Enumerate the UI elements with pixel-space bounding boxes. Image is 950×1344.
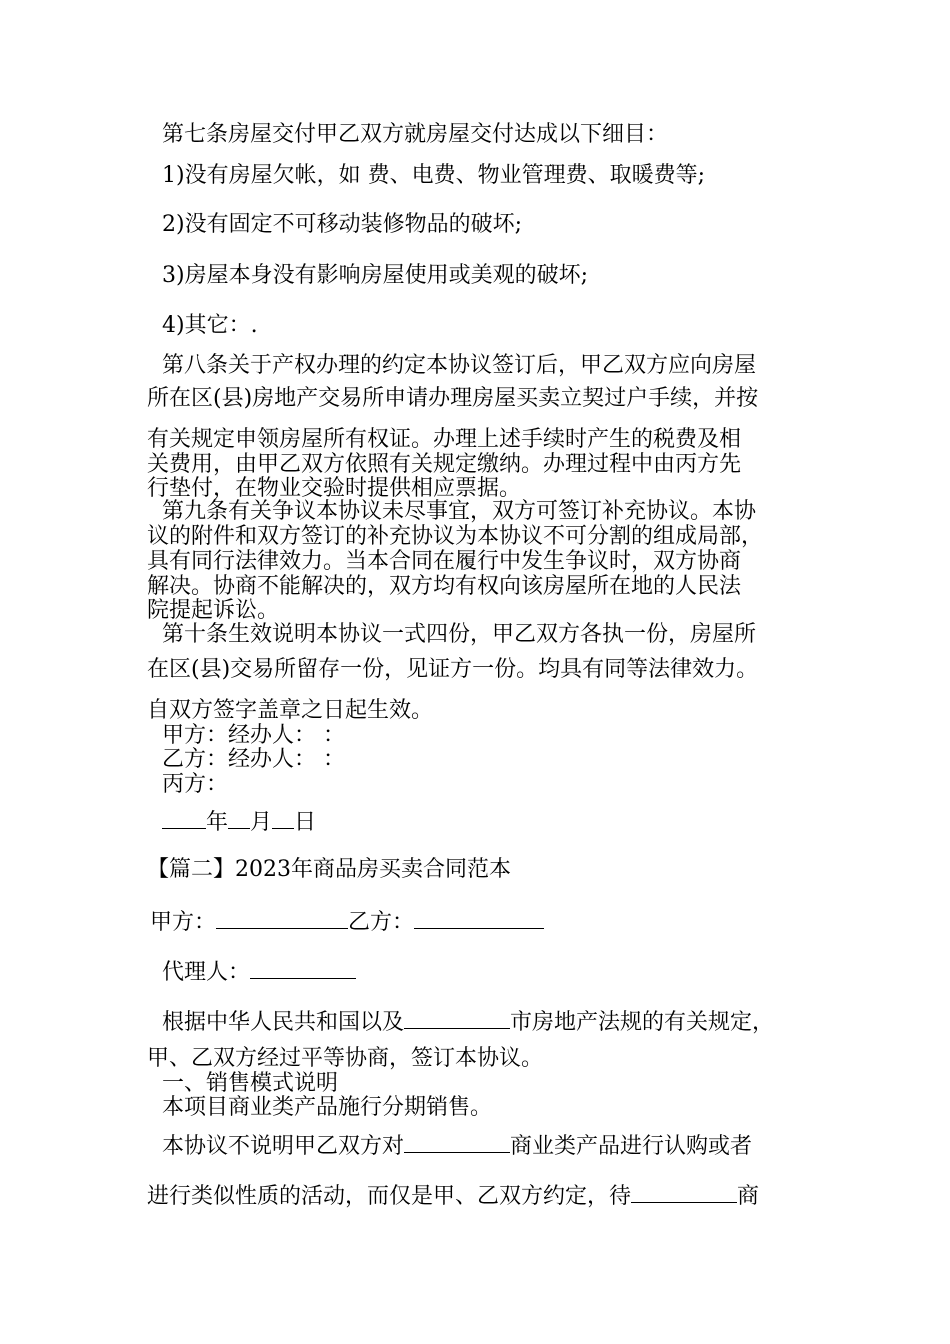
article-7-title: 第七条房屋交付甲乙双方就房屋交付达成以下细目： bbox=[162, 122, 669, 147]
signature-party-c: 丙方： bbox=[162, 772, 229, 797]
article-8-line-4: 关费用，由甲乙双方依照有关规定缴纳。办理过程中由丙方先 bbox=[147, 452, 742, 477]
article-7-item-1: 1)没有房屋欠帐，如 费、电费、物业管理费、取暖费等; bbox=[162, 163, 705, 188]
month-blank[interactable] bbox=[228, 806, 250, 829]
signature-date: 年 月 日 bbox=[162, 806, 316, 836]
agent-blank[interactable] bbox=[250, 956, 356, 979]
day-blank[interactable] bbox=[272, 806, 294, 829]
article-7-item-2: 2)没有固定不可移动装修物品的破坏; bbox=[162, 212, 522, 237]
intro-line-2: 甲、乙双方经过平等协商，签订本协议。 bbox=[147, 1046, 544, 1071]
parties-line: 甲方： 乙方： bbox=[150, 906, 544, 936]
section-1-title: 一、销售模式说明 bbox=[162, 1071, 339, 1096]
article-10-line-2: 在区(县)交易所留存一份，见证方一份。均具有同等法律效力。 bbox=[147, 657, 759, 682]
article-9-line-1: 第九条有关争议本协议未尽事宜，双方可签订补充协议。本协 bbox=[162, 499, 757, 524]
article-8-line-1: 第八条关于产权办理的约定本协议签订后，甲乙双方应向房屋 bbox=[162, 353, 757, 378]
paragraph-line-1: 本协议不说明甲乙双方对 商业类产品进行认购或者 bbox=[162, 1130, 752, 1160]
article-8-line-2: 所在区(县)房地产交易所申请办理房屋买卖立契过户手续，并按 bbox=[147, 386, 759, 411]
project-blank-1[interactable] bbox=[404, 1130, 510, 1153]
article-10-line-1: 第十条生效说明本协议一式四份，甲乙双方各执一份，房屋所 bbox=[162, 622, 757, 647]
signature-party-a: 甲方：经办人： ： bbox=[162, 723, 345, 748]
signature-party-b: 乙方：经办人： ： bbox=[162, 747, 345, 772]
article-8-line-3: 有关规定申领房屋所有权证。办理上述手续时产生的税费及相 bbox=[147, 427, 742, 452]
article-7-item-3: 3)房屋本身没有影响房屋使用或美观的破坏; bbox=[162, 263, 588, 288]
party-b-blank[interactable] bbox=[414, 906, 544, 929]
party-a-blank[interactable] bbox=[216, 906, 348, 929]
paragraph-line-2: 进行类似性质的活动，而仅是甲、乙双方约定，待 商 bbox=[147, 1180, 759, 1210]
article-10-line-3: 自双方签字盖章之日起生效。 bbox=[147, 698, 434, 723]
project-blank-2[interactable] bbox=[631, 1180, 737, 1203]
agent-line: 代理人： bbox=[162, 956, 356, 986]
article-9-line-5: 院提起诉讼。 bbox=[147, 598, 280, 623]
article-8-line-5: 行垫付，在物业交验时提供相应票据。 bbox=[147, 476, 522, 501]
section-1-text: 本项目商业类产品施行分期销售。 bbox=[162, 1095, 493, 1120]
article-7-item-4: 4)其它：. bbox=[162, 313, 258, 338]
part-2-heading: 【篇二】2023年商品房买卖合同范本 bbox=[147, 857, 511, 882]
intro-line-1: 根据中华人民共和国以及 市房地产法规的有关规定， bbox=[162, 1006, 774, 1036]
article-9-line-4: 解决。协商不能解决的，双方均有权向该房屋所在地的人民法 bbox=[147, 574, 742, 599]
year-blank[interactable] bbox=[162, 806, 206, 829]
article-9-line-2: 议的附件和双方签订的补充协议为本协议不可分割的组成局部， bbox=[147, 524, 764, 549]
article-9-line-3: 具有同行法律效力。当本合同在履行中发生争议时，双方协商 bbox=[147, 549, 742, 574]
city-blank[interactable] bbox=[404, 1006, 510, 1029]
